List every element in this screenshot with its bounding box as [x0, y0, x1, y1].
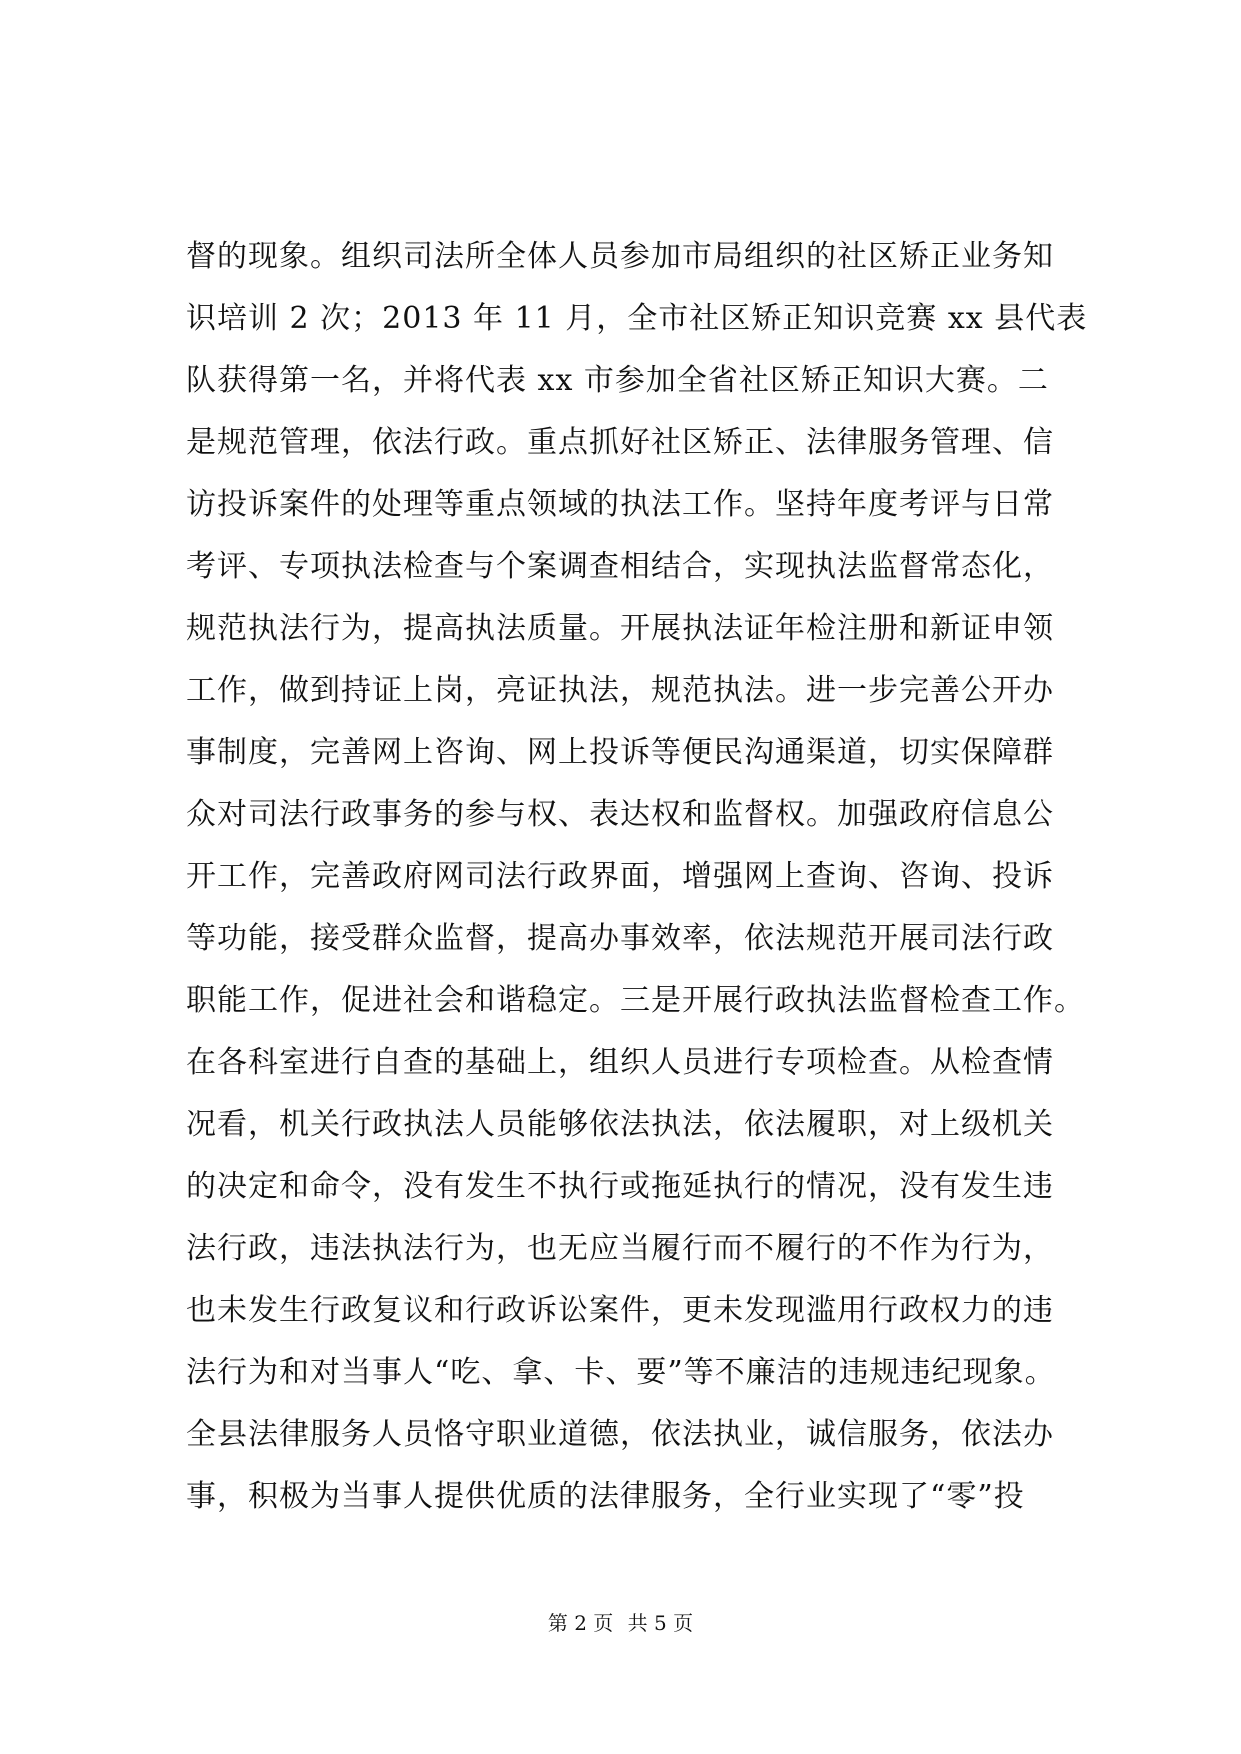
text-line: 也未发生行政复议和行政诉讼案件，更未发现滥用行政权力的违 [186, 1293, 1054, 1328]
text-line: 等功能，接受群众监督，提高办事效率，依法规范开展司法行政 [186, 921, 1054, 956]
text-line: 开工作，完善政府网司法行政界面，增强网上查询、咨询、投诉 [186, 859, 1054, 894]
text-line: 是规范管理，依法行政。重点抓好社区矫正、法律服务管理、信 [186, 425, 1054, 460]
text-line: 事，积极为当事人提供优质的法律服务，全行业实现了“零”投 [186, 1479, 1025, 1514]
text-line: 事制度，完善网上咨询、网上投诉等便民沟通渠道，切实保障群 [186, 735, 1054, 770]
text-line: 法行政，违法执法行为，也无应当履行而不履行的不作为行为， [186, 1231, 1054, 1266]
text-line: 工作，做到持证上岗，亮证执法，规范执法。进一步完善公开办 [186, 673, 1054, 708]
text-line: 督的现象。组织司法所全体人员参加市局组织的社区矫正业务知 [186, 239, 1054, 274]
text-line: 法行为和对当事人“吃、拿、卡、要”等不廉洁的违规违纪现象。 [186, 1355, 1056, 1390]
text-line: 考评、专项执法检查与个案调查相结合，实现执法监督常态化， [186, 549, 1054, 584]
text-line: 访投诉案件的处理等重点领域的执法工作。坚持年度考评与日常 [186, 487, 1054, 522]
text-line: 在各科室进行自查的基础上，组织人员进行专项检查。从检查情 [186, 1045, 1054, 1080]
page-number: 第 2 页 [547, 1611, 614, 1635]
text-line: 职能工作，促进社会和谐稳定。三是开展行政执法监督检查工作。 [186, 983, 1085, 1018]
text-line: 的决定和命令，没有发生不执行或拖延执行的情况，没有发生违 [186, 1169, 1054, 1204]
text-line: 队获得第一名，并将代表 xx 市参加全省社区矫正知识大赛。二 [186, 363, 1049, 398]
text-line: 规范执法行为，提高执法质量。开展执法证年检注册和新证申领 [186, 611, 1054, 646]
text-line: 众对司法行政事务的参与权、表达权和监督权。加强政府信息公 [186, 797, 1054, 832]
text-line: 全县法律服务人员恪守职业道德，依法执业，诚信服务，依法办 [186, 1417, 1054, 1452]
page-footer [0, 1608, 1241, 1638]
body-paragraph [186, 226, 1086, 1528]
text-line: 况看，机关行政执法人员能够依法执法，依法履职，对上级机关 [186, 1107, 1054, 1142]
page-total: 共 5 页 [627, 1611, 694, 1635]
text-line: 识培训 2 次；2013 年 11 月，全市社区矫正知识竞赛 xx 县代表 [186, 301, 1088, 336]
